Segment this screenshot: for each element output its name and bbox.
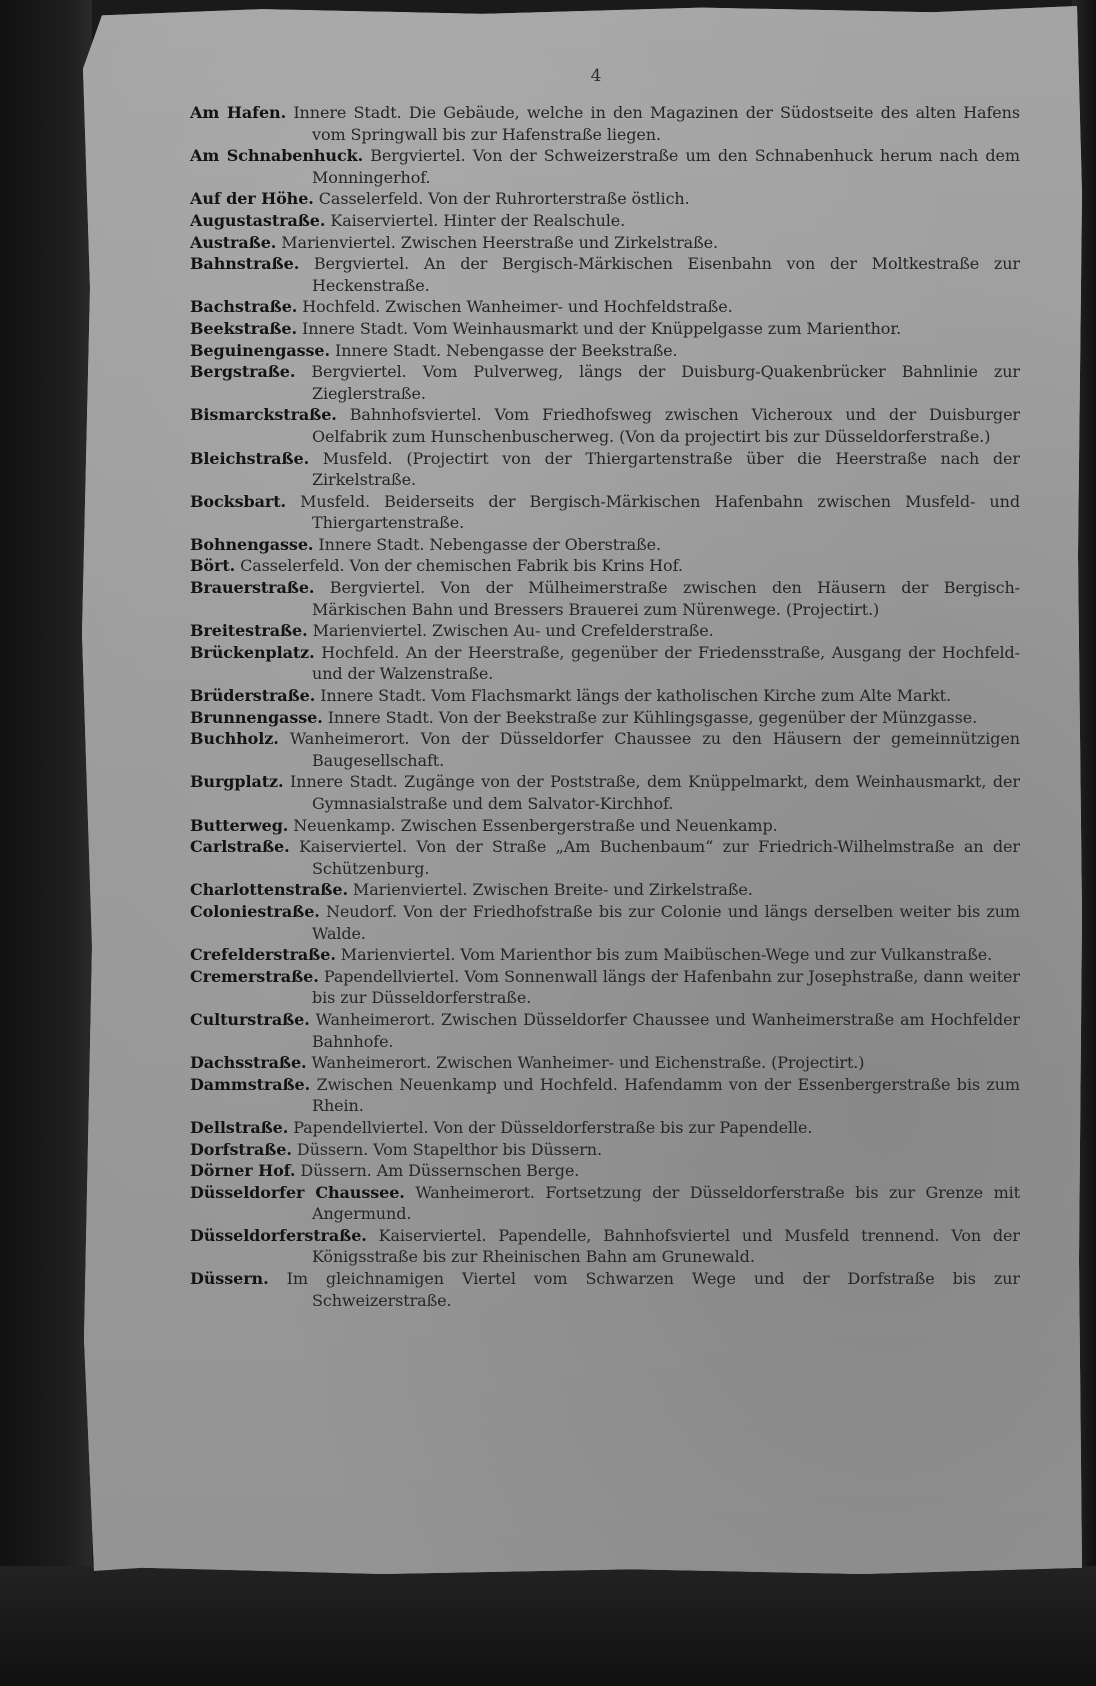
street-description: Von der Düsseldorfer Chaussee zu den Häusern der gemeinnützigen Baugesellschaft. [312, 729, 1020, 770]
district: Kaiserviertel. [378, 1225, 487, 1245]
directory-entry [190, 620, 1020, 642]
street-name: Breitestraße. [190, 621, 308, 641]
street-description: Von der Ruhrorterstraße östlich. [428, 189, 690, 209]
street-description: Von der Düsseldorferstraße bis zur Papendelle. [433, 1117, 813, 1137]
district: Bergviertel. [329, 578, 426, 598]
street-name: Austraße. [190, 232, 277, 252]
street-description: Papendelle, Bahnhofsviertel und Musfeld trennend. Von der Königsstraße bis zur Rheinischen Bahn am Grunewald. [312, 1225, 1020, 1267]
directory-entry [190, 448, 1020, 491]
directory-entry [190, 1225, 1020, 1268]
street-name: Augustastraße. [190, 210, 326, 230]
street-description: Zwischen Heerstraße und Zirkelstraße. [400, 232, 719, 252]
street-name: Dachsstraße. [190, 1053, 307, 1073]
district: Marienviertel. [281, 232, 396, 252]
street-name: Brückenplatz. [190, 642, 315, 662]
directory-entry [190, 1139, 1020, 1161]
district: Bergviertel. [370, 146, 466, 166]
street-description: Von der Friedhofstraße bis zur Colonie und längs derselben weiter bis zum Walde. [312, 901, 1020, 943]
street-name: Bleichstraße. [190, 448, 310, 468]
street-description: Vom Flachsmarkt längs der katholischen Kirche zum Alte Markt. [431, 686, 951, 706]
street-name: Bergstraße. [190, 362, 296, 382]
directory-entry [190, 1117, 1020, 1139]
district: Casselerfeld. [318, 189, 424, 209]
street-name: Beekstraße. [190, 318, 297, 338]
street-description: An der Bergisch-Märkischen Eisenbahn von der Moltkestraße zur Heckenstraße. [312, 254, 1020, 295]
street-name: Düsseldorferstraße. [190, 1225, 367, 1245]
street-name: Beguinengasse. [190, 340, 330, 360]
street-description: Vom Weinhausmarkt und der Knüppelgasse zum Marienthor. [412, 318, 902, 338]
scan-background-left [0, 0, 92, 1686]
street-description: Vom Friedhofsweg zwischen Vicheroux und der Duisburger Oelfabrik zum Hunschenbuscherweg. (Von da projectirt bis zur Düsseldorferstraße.) [312, 405, 1020, 446]
street-name: Düsseldorfer Chaussee. [190, 1182, 405, 1202]
directory-entry [190, 966, 1020, 1009]
district: Innere Stadt. [327, 707, 434, 727]
street-name: Burgplatz. [190, 772, 284, 792]
directory-entry [190, 555, 1020, 577]
directory-entry [190, 1160, 1020, 1182]
district: Kaiserviertel. [330, 210, 439, 230]
street-name: Dorfstraße. [190, 1139, 292, 1159]
district: Papendellviertel. [293, 1117, 429, 1137]
district: Papendellviertel. [323, 966, 460, 986]
directory-entry [190, 534, 1020, 556]
district: Innere Stadt. [301, 318, 408, 338]
street-name: Brauerstraße. [190, 578, 315, 598]
district: Neuenkamp. [293, 815, 396, 835]
directory-entry [190, 102, 1020, 145]
street-description: Zwischen Düsseldorfer Chaussee und Wanheimerstraße am Hochfelder Bahnhofe. [312, 1009, 1020, 1051]
directory-entry [190, 771, 1020, 814]
directory-entry [190, 577, 1020, 620]
street-description: Zugänge von der Poststraße, dem Knüppelmarkt, dem Weinhausmarkt, der Gymnasialstraße und dem Salvator-Kirchhof. [312, 772, 1020, 813]
district: Innere Stadt. [290, 772, 398, 792]
street-description: Von der Beekstraße zur Kühlingsgasse, gegenüber der Münzgasse. [438, 707, 978, 727]
district: Innere Stadt. [334, 340, 441, 360]
street-name: Düssern. [190, 1269, 269, 1289]
street-name: Carlstraße. [190, 837, 290, 857]
district: Düssern. [300, 1161, 372, 1181]
directory-entry [190, 253, 1020, 296]
street-name: Bahnstraße. [190, 254, 300, 274]
directory-entry [190, 340, 1020, 362]
directory-entry [190, 1182, 1020, 1225]
street-description: Zwischen Essenbergerstraße und Neuenkamp. [400, 815, 778, 835]
directory-entry [190, 707, 1020, 729]
street-description: Vom Marienthor bis zum Maibüschen-Wege und zur Vulkanstraße. [460, 945, 993, 965]
directory-entry [190, 145, 1020, 188]
street-name: Bismarckstraße. [190, 405, 337, 425]
directory-entry [190, 1074, 1020, 1117]
street-description: Beiderseits der Bergisch-Märkischen Hafenbahn zwischen Musfeld- und Thiergartenstraße. [312, 491, 1020, 533]
street-name: Auf der Höhe. [190, 189, 314, 209]
directory-entry [190, 318, 1020, 340]
district: Innere Stadt. [320, 686, 427, 706]
district: Bergviertel. [313, 254, 410, 274]
street-name: Coloniestraße. [190, 901, 320, 921]
street-name: Dammstraße. [190, 1074, 311, 1094]
district: Wanheimerort. [289, 729, 410, 749]
street-name: Cremerstraße. [190, 966, 319, 986]
directory-entry [190, 815, 1020, 837]
district: Hochfeld. [302, 297, 381, 317]
district: Marienviertel. [352, 880, 468, 900]
street-description: Zwischen Wanheimer- und Hochfeldstraße. [385, 297, 733, 317]
street-name: Buchholz. [190, 729, 279, 749]
street-description: Nebengasse der Beekstraße. [445, 340, 678, 360]
street-description: Im gleichnamigen Viertel vom Schwarzen Wege und der Dorfstraße bis zur Schweizerstraße. [286, 1269, 1020, 1310]
directory-entry [190, 1268, 1020, 1311]
street-name: Am Schnabenhuck. [190, 146, 364, 166]
street-description: Zwischen Au- und Crefelderstraße. [432, 621, 714, 641]
district: Bahnhofsviertel. [349, 405, 482, 425]
district: Hochfeld. [321, 642, 400, 662]
district: Wanheimerort. [415, 1182, 535, 1202]
directory-entry [190, 188, 1020, 210]
district: Innere Stadt. [293, 103, 402, 122]
district: Wanheimerort. [315, 1009, 436, 1029]
directory-entry [190, 1009, 1020, 1052]
street-description: Fortsetzung der Düsseldorferstraße bis zur Grenze mit Angermund. [312, 1182, 1020, 1224]
street-description: Von der Straße „Am Buchenbaum“ zur Friedrich-Wilhelmstraße an der Schützenburg. [312, 837, 1020, 878]
street-name: Bocksbart. [190, 491, 286, 511]
street-name: Bachstraße. [190, 297, 298, 317]
street-description: Nebengasse der Oberstraße. [429, 534, 662, 554]
street-description: Vom Stapelthor bis Düssern. [373, 1139, 602, 1159]
directory-entry [190, 404, 1020, 447]
district: Musfeld. [300, 491, 371, 511]
street-description: Zwischen Wanheimer- und Eichenstraße. (Projectirt.) [436, 1053, 865, 1073]
directory-entry [190, 685, 1020, 707]
district: Düssern. [296, 1139, 369, 1159]
street-name: Am Hafen. [190, 103, 287, 122]
street-description: Von der Mülheimerstraße zwischen den Häusern der Bergisch-Märkischen Bahn und Bressers Brauerei zum Nürenwege. (Projectirt.) [312, 578, 1020, 619]
district: Bergviertel. [311, 362, 407, 382]
street-name: Brüderstraße. [190, 686, 316, 706]
directory-entry [190, 836, 1020, 879]
directory-entry [190, 210, 1020, 232]
street-name: Crefelderstraße. [190, 945, 336, 965]
district: Casselerfeld. [240, 556, 345, 576]
street-name: Bört. [190, 556, 236, 576]
directory-entry [190, 944, 1020, 966]
directory-entry [190, 232, 1020, 254]
district: Marienviertel. [340, 945, 456, 965]
street-name: Charlottenstraße. [190, 880, 348, 900]
district: Innere Stadt. [318, 534, 425, 554]
street-directory-list [190, 102, 1020, 1572]
street-name: Dellstraße. [190, 1117, 289, 1137]
street-name: Culturstraße. [190, 1009, 310, 1029]
scan-background-bottom [0, 1566, 1096, 1686]
street-name: Butterweg. [190, 815, 289, 835]
street-description: Vom Sonnenwall längs der Hafenbahn zur Josephstraße, dann weiter bis zur Düsseldorferstraße. [312, 966, 1020, 1008]
district: Musfeld. [322, 448, 393, 468]
street-description: An der Heerstraße, gegenüber der Friedensstraße, Ausgang der Hochfeld- und der Walzenstraße. [312, 642, 1020, 684]
district: Neudorf. [326, 901, 397, 921]
directory-entry [190, 642, 1020, 685]
directory-entry [190, 728, 1020, 771]
directory-entry [190, 491, 1020, 534]
street-description: (Projectirt von der Thiergartenstraße über die Heerstraße nach der Zirkelstraße. [312, 448, 1020, 490]
street-description: Vom Pulverweg, längs der Duisburg-Quakenbrücker Bahnlinie zur Zieglerstraße. [312, 362, 1020, 403]
street-description: Zwischen Breite- und Zirkelstraße. [472, 880, 753, 900]
street-description: Von der chemischen Fabrik bis Krins Hof. [349, 556, 683, 576]
directory-entry [190, 879, 1020, 901]
district: Kaiserviertel. [299, 837, 407, 857]
street-description: Zwischen Neuenkamp und Hochfeld. Hafendamm von der Essenbergerstraße bis zum Rhein. [312, 1074, 1020, 1116]
street-description: Hinter der Realschule. [443, 210, 626, 230]
district: Marienviertel. [312, 621, 428, 641]
directory-entry [190, 361, 1020, 404]
street-description: Die Gebäude, welche in den Magazinen der Südostseite des alten Hafens vom Springwall bis zur Hafenstraße liegen. [312, 103, 1020, 144]
directory-entry [190, 901, 1020, 944]
district: Wanheimerort. [311, 1053, 432, 1073]
street-name: Brunnengasse. [190, 707, 323, 727]
page-number: 4 [590, 66, 602, 86]
street-description: Am Düssernschen Berge. [376, 1161, 580, 1181]
directory-entry [190, 1052, 1020, 1074]
street-name: Dörner Hof. [190, 1161, 296, 1181]
street-description: Von der Schweizerstraße um den Schnabenhuck herum nach dem Monningerhof. [312, 146, 1020, 187]
street-name: Bohnengasse. [190, 534, 314, 554]
directory-entry [190, 296, 1020, 318]
